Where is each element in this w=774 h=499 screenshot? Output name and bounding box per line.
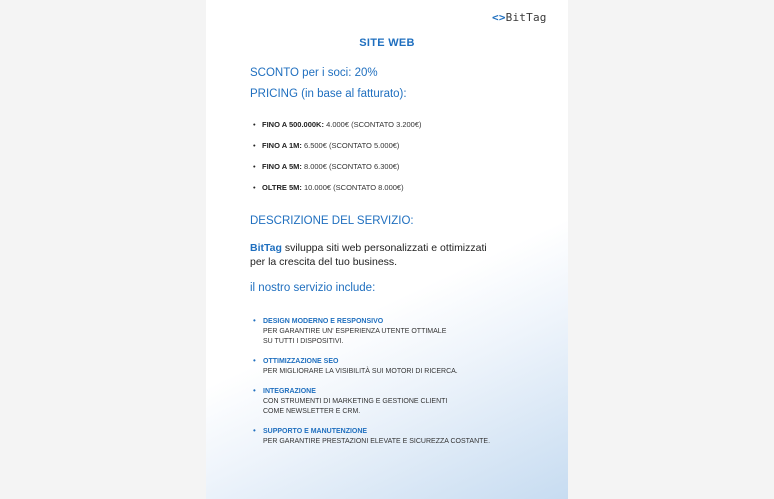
page-title: SITE WEB <box>359 37 415 49</box>
service-item: • OTTIMIZZAZIONE SEO PER MIGLIORARE LA VISIBILITÀ SUI MOTORI DI RICERCA. <box>250 357 550 387</box>
service-description <box>250 242 550 269</box>
service-desc: PER MIGLIORARE LA VISIBILITÀ SUI MOTORI DI RICERCA. <box>263 368 458 375</box>
pricing-value: 10.000€ (SCONTATO 8.000€) <box>303 183 404 192</box>
pricing-list <box>250 118 550 202</box>
service-name: SUPPORTO E MANUTENZIONE <box>263 428 368 435</box>
pricing-item: • FINO A 1M: 6.500€ (SCONTATO 5.000€) <box>253 141 400 150</box>
description-line-1: sviluppa siti web personalizzati e ottimizzati <box>284 242 487 254</box>
services-list <box>250 317 550 457</box>
pricing-level: FINO A 500.000K: <box>262 120 324 129</box>
service-name: DESIGN MODERNO E RESPONSIVO <box>263 318 384 325</box>
service-item: • SUPPORTO E MANUTENZIONE PER GARANTIRE PRESTAZIONI ELEVATE E SICUREZZA COSTANTE. <box>250 427 550 457</box>
document-page <box>206 0 568 499</box>
pricing-value: 8.000€ (SCONTATO 6.300€) <box>303 162 400 171</box>
service-heading: DESCRIZIONE DEL SERVIZIO: <box>250 215 414 227</box>
service-name: OTTIMIZZAZIONE SEO <box>263 358 339 365</box>
service-desc: CON STRUMENTI DI MARKETING E GESTIONE CLIENTI COME NEWSLETTER E CRM. <box>263 398 448 415</box>
pricing-value: 6.500€ (SCONTATO 5.000€) <box>303 141 400 150</box>
pricing-value: 4.000€ (SCONTATO 3.200€) <box>326 120 422 129</box>
code-bracket-icon: <> <box>492 11 506 24</box>
pricing-item: • FINO A 500.000K: 4.000€ (SCONTATO 3.200€) <box>253 120 422 129</box>
service-item: • INTEGRAZIONE CON STRUMENTI DI MARKETING E GESTIONE CLIENTI COME NEWSLETTER E CRM. <box>250 387 550 427</box>
service-item: • DESIGN MODERNO E RESPONSIVO PER GARANTIRE UN' ESPERIENZA UTENTE OTTIMALE SU TUTTI I DISPOSITIVI. <box>250 317 550 357</box>
pricing-heading: PRICING (in base al fatturato): <box>250 88 407 100</box>
pricing-item: • OLTRE 5M: 10.000€ (SCONTATO 8.000€) <box>253 183 404 192</box>
includes-heading: il nostro servizio include: <box>250 282 376 294</box>
pricing-item: • FINO A 5M: 8.000€ (SCONTATO 6.300€) <box>253 162 400 171</box>
service-name: INTEGRAZIONE <box>263 388 316 395</box>
service-desc: PER GARANTIRE PRESTAZIONI ELEVATE E SICUREZZA COSTANTE. <box>263 438 491 445</box>
pricing-level: FINO A 5M: <box>262 162 302 171</box>
description-brand: BitTag <box>250 242 282 254</box>
description-line-2: per la crescita del tuo business. <box>250 255 398 268</box>
bittag-logo <box>492 11 547 24</box>
pricing-level: FINO A 1M: <box>262 141 302 150</box>
discount-line: SCONTO per i soci: 20% <box>250 67 378 79</box>
service-desc: PER GARANTIRE UN' ESPERIENZA UTENTE OTTIMALE SU TUTTI I DISPOSITIVI. <box>263 328 447 345</box>
pricing-level: OLTRE 5M: <box>262 183 302 192</box>
logo-name: BitTag <box>505 11 547 24</box>
